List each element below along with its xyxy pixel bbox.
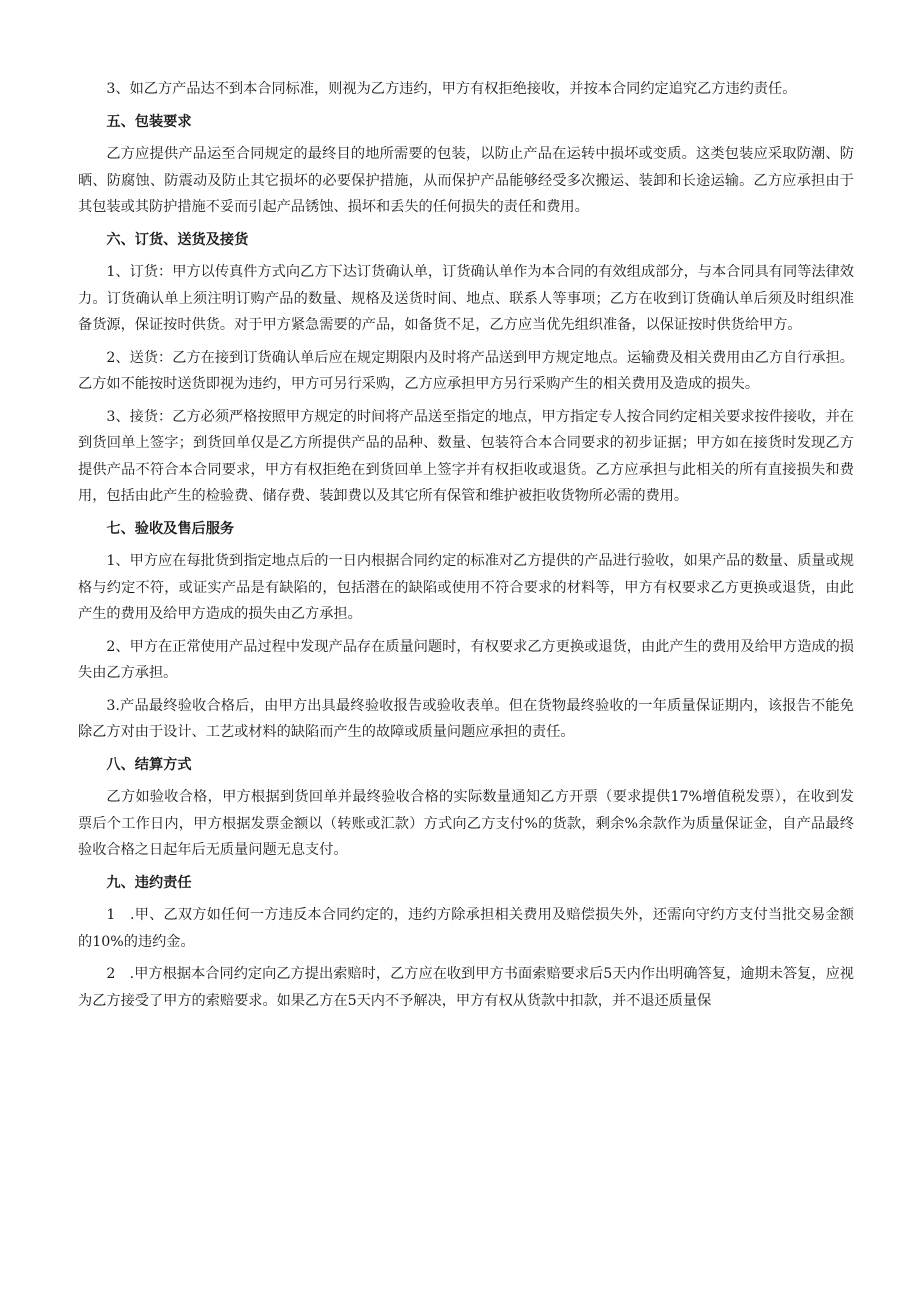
settlement-text: 乙方如验收合格，甲方根据到货回单并最终验收合格的实际数量通知乙方开票（要求提供17%增值税发票），在收到发票后个工作日内，甲方根据发票金额以（转账或汇款）方式向乙方支付%的货款，剩余%余款作为质量保证金，自产品最终验收合格之日起年后无质量问题无息支付。 (78, 789, 854, 858)
liability-clause-2: 2 .甲方根据本合同约定向乙方提出索赔时，乙方应在收到甲方书面索赔要求后5天内作出明确答复，逾期未答复，应视为乙方接受了甲方的索赔要求。如果乙方在5天内不予解决，甲方有权从货款中扣款，并不退还质量保 (78, 966, 854, 1009)
acceptance-clause-2: 2、甲方在正常使用产品过程中发现产品存在质量问题时，有权要求乙方更换或退货，由此产生的费用及给甲方造成的损失由乙方承担。 (78, 638, 854, 681)
document-page (78, 76, 854, 1020)
packaging-text: 乙方应提供产品运至合同规定的最终目的地所需要的包装，以防止产品在运转中损坏或变质。这类包装应采取防潮、防晒、防腐蚀、防震动及防止其它损坏的必要保护措施，从而保护产品能够经受多次搬运、装卸和长途运输。乙方应承担由于其包装或其防护措施不妥而引起产品锈蚀、损坏和丢失的任何损失的责任和费用。 (78, 146, 854, 215)
section-heading-ordering: 六、订货、送货及接货 (106, 231, 249, 248)
section-heading-acceptance: 七、验收及售后服务 (106, 520, 235, 537)
ordering-clause-3: 3、接货：乙方必须严格按照甲方规定的时间将产品送至指定的地点，甲方指定专人按合同约定相关要求按件接收，并在到货回单上签字；到货回单仅是乙方所提供产品的品种、数量、包装符合本合同要求的初步证据；甲方如在接货时发现乙方提供产品不符合本合同要求，甲方有权拒绝在到货回单上签字并有权拒收或退货。乙方应承担与此相关的所有直接损失和费用，包括由此产生的检验费、储存费、装卸费以及其它所有保管和维护被拒收货物所必需的费用。 (78, 408, 854, 504)
section-heading-settlement: 八、结算方式 (106, 756, 192, 773)
clause-4-3: 3、如乙方产品达不到本合同标准，则视为乙方违约，甲方有权拒绝接收，并按本合同约定追究乙方违约责任。 (106, 81, 797, 97)
acceptance-clause-1: 1、甲方应在每批货到指定地点后的一日内根据合同约定的标准对乙方提供的产品进行验收，如果产品的数量、质量或规格与约定不符，或证实产品是有缺陷的，包括潜在的缺陷或使用不符合要求的材料等，甲方有权要求乙方更换或退货，由此产生的费用及给甲方造成的损失由乙方承担。 (78, 553, 854, 622)
acceptance-clause-3: 3.产品最终验收合格后，由甲方出具最终验收报告或验收表单。但在货物最终验收的一年质量保证期内，该报告不能免除乙方对由于设计、工艺或材料的缺陷而产生的故障或质量问题应承担的责任。 (78, 697, 854, 740)
liability-clause-1: 1 .甲、乙双方如任何一方违反本合同约定的，违约方除承担相关费用及赔偿损失外，还需向守约方支付当批交易金额的10%的违约金。 (78, 907, 854, 950)
section-heading-packaging: 五、包装要求 (106, 113, 192, 130)
ordering-clause-2: 2、送货：乙方在接到订货确认单后应在规定期限内及时将产品送到甲方规定地点。运输费及相关费用由乙方自行承担。乙方如不能按时送货即视为违约，甲方可另行采购，乙方应承担甲方另行采购产生的相关费用及造成的损失。 (78, 349, 854, 392)
ordering-clause-1: 1、订货：甲方以传真件方式向乙方下达订货确认单，订货确认单作为本合同的有效组成部分，与本合同具有同等法律效力。订货确认单上须注明订购产品的数量、规格及送货时间、地点、联系人等事项；乙方在收到订货确认单后须及时组织准备货源，保证按时供货。对于甲方紧急需要的产品，如备货不足，乙方应当优先组织准备，以保证按时供货给甲方。 (78, 264, 854, 333)
section-heading-liability: 九、违约责任 (106, 874, 192, 891)
